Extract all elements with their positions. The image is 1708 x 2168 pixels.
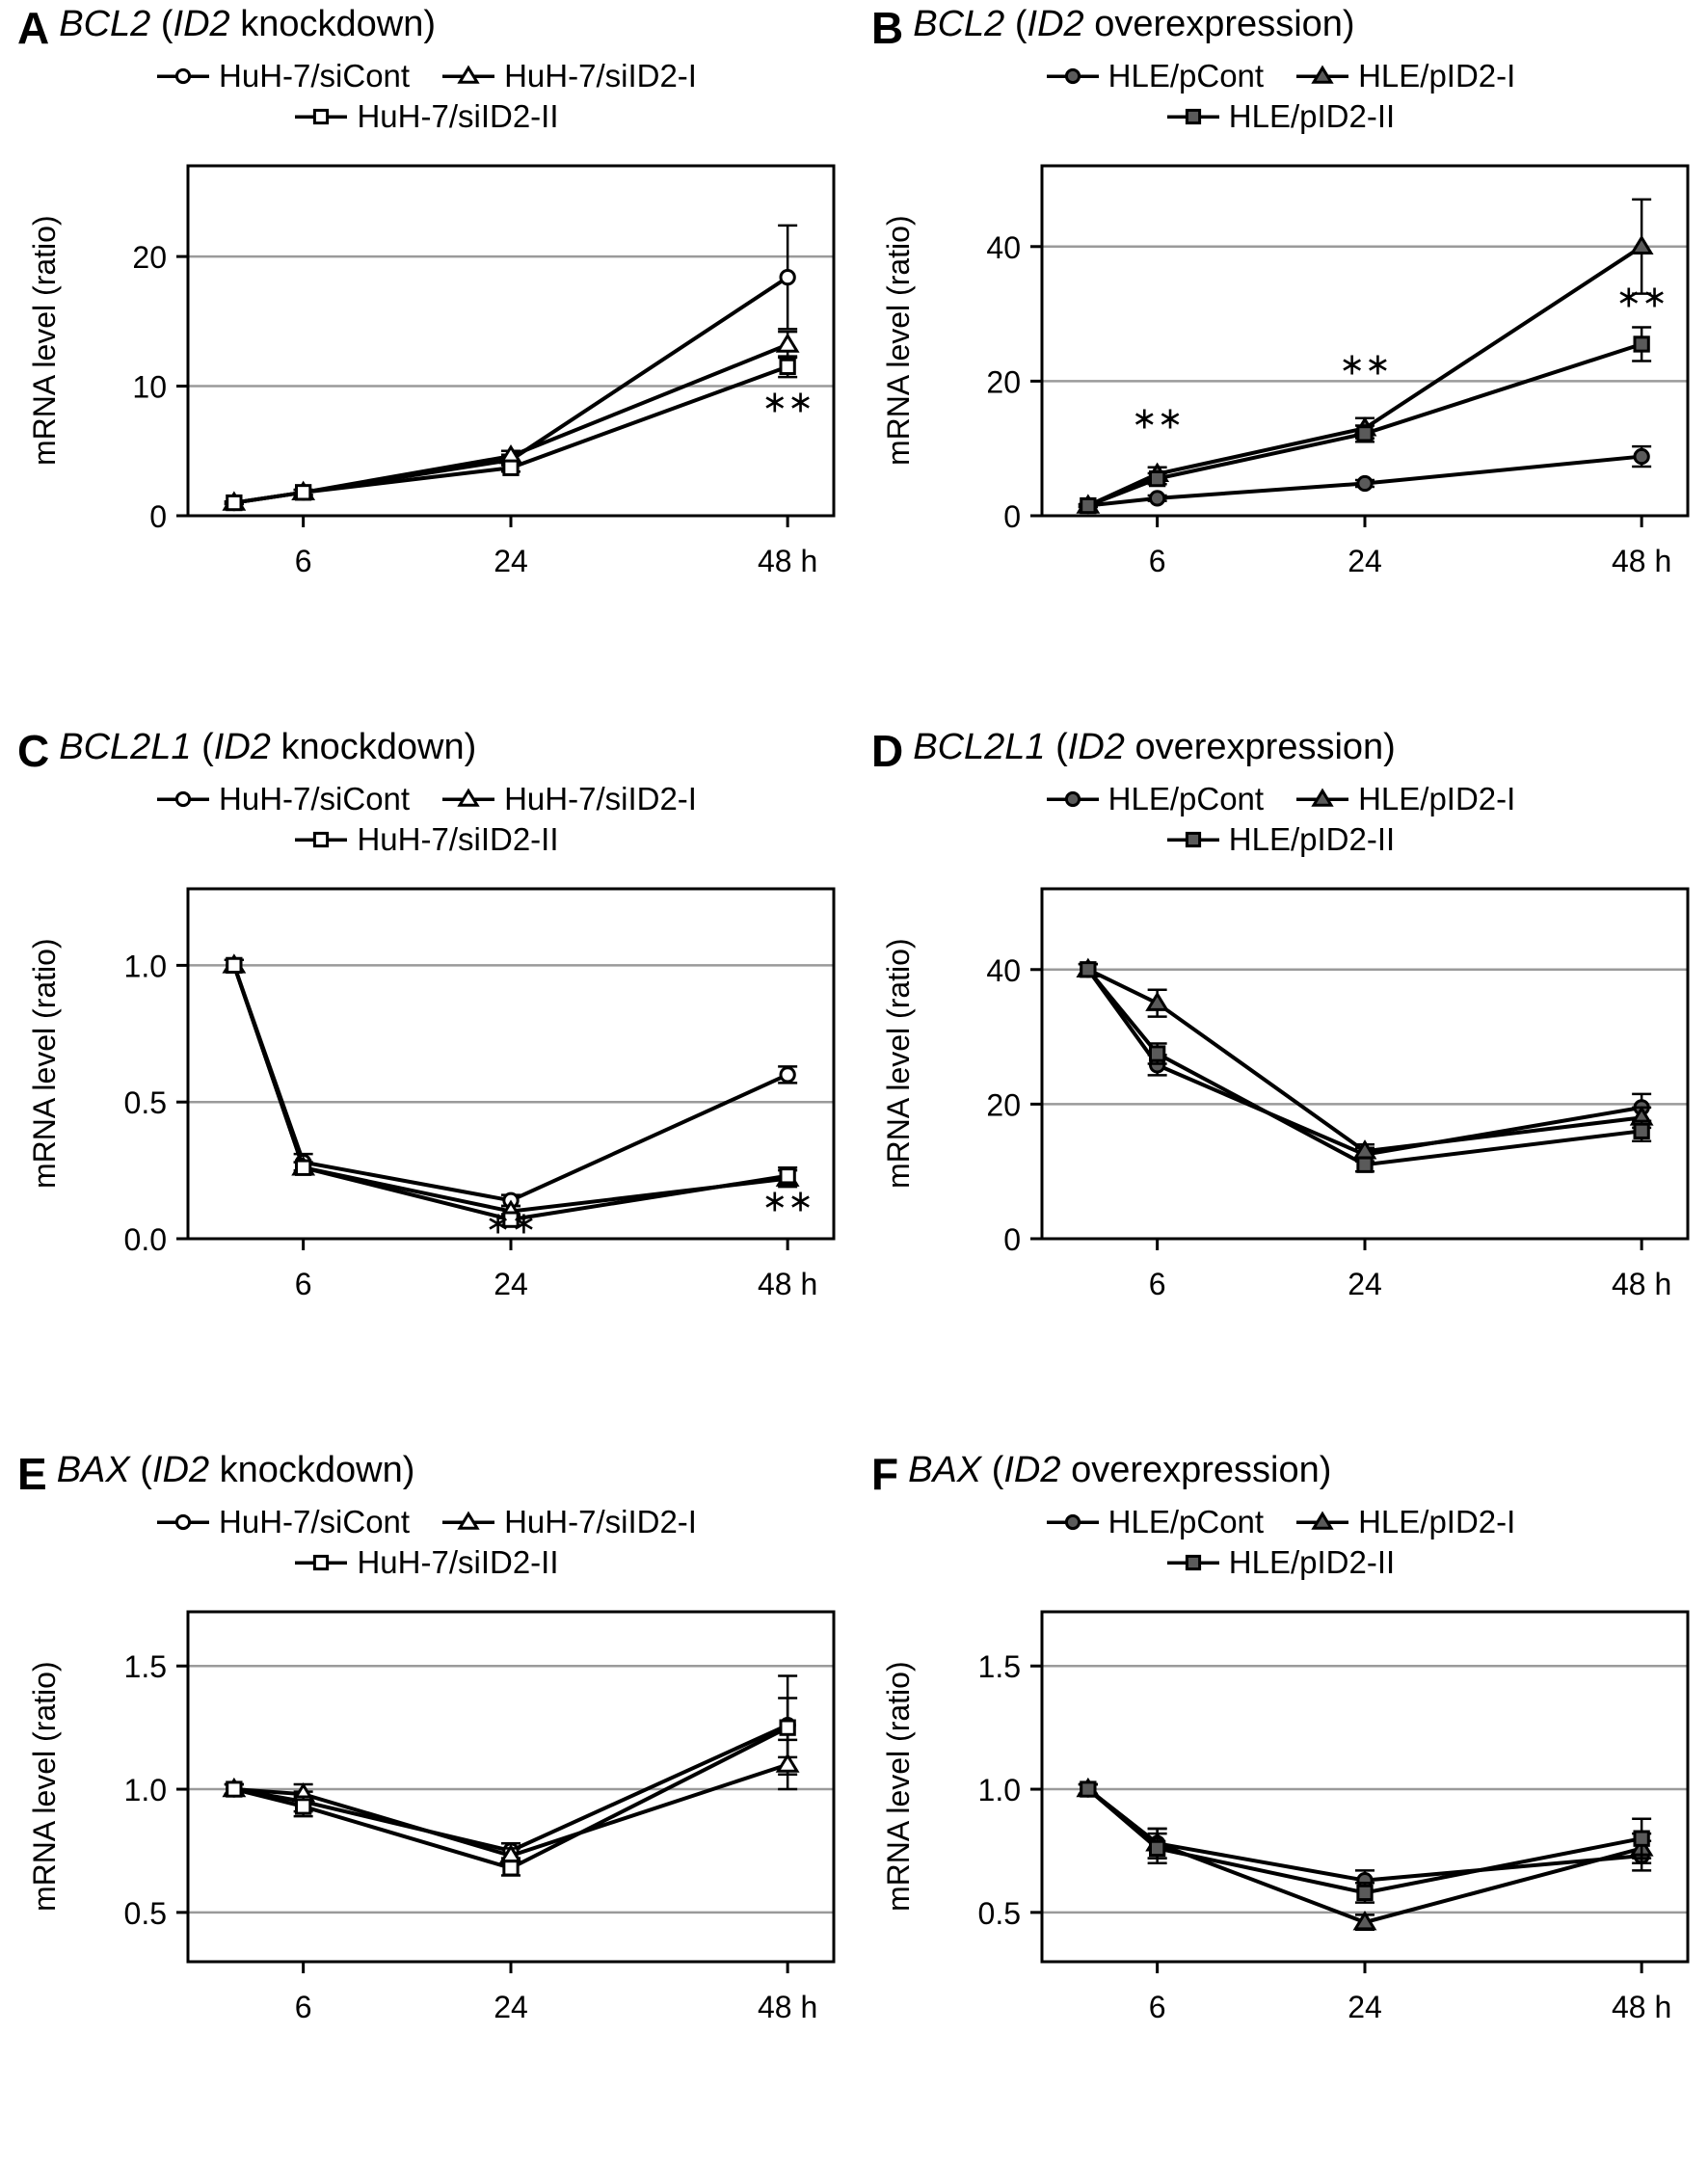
legend-item: [1047, 1504, 1264, 1540]
legend-label: HLE/pID2-II: [1228, 1544, 1396, 1580]
plot-area: [0, 858, 854, 1321]
legend-item: [1296, 781, 1515, 817]
y-tick-label: 0.5: [123, 1085, 167, 1121]
panel-title: [913, 6, 1354, 44]
legend-marker-triangle-open: [442, 790, 494, 809]
y-tick-label: 0: [149, 499, 167, 534]
chart-svg: [854, 1581, 1708, 2044]
y-axis-label: mRNA level (ratio): [27, 938, 62, 1190]
legend-marker-circle-fill: [1047, 790, 1099, 809]
plot-area: [854, 135, 1708, 598]
legend-label: HuH-7/siCont: [219, 1504, 411, 1539]
legend-marker-square-fill: [1167, 107, 1219, 126]
panel-gene-name: BCL2L1: [59, 727, 192, 767]
panel-condition: (ID2 knockdown): [191, 727, 477, 767]
plot-area: [854, 858, 1708, 1321]
series-line-HLE/pCont: [1088, 1789, 1641, 1881]
legend-row: [1047, 781, 1516, 817]
legend: [854, 1504, 1708, 1581]
legend: [0, 1504, 854, 1581]
series-line-HuH-7/siCont: [234, 1726, 787, 1851]
legend-item: [1296, 1504, 1515, 1540]
legend-item: [442, 781, 697, 817]
x-tick-label: 24: [1348, 544, 1382, 578]
legend-item: [157, 1504, 410, 1540]
panel-header: [0, 1446, 854, 1499]
y-axis-label: mRNA level (ratio): [27, 215, 62, 467]
panel-letter: A: [17, 3, 50, 53]
series-line-HuH-7/siID2-I: [234, 965, 787, 1211]
panel-condition: (ID2 overexpression): [981, 1450, 1332, 1490]
legend-item: [157, 781, 410, 817]
legend-row: [295, 821, 558, 858]
y-tick-label: 40: [986, 229, 1021, 265]
legend-item: [1167, 821, 1395, 858]
x-tick-label: 6: [1148, 1267, 1166, 1301]
panel-c: [0, 723, 854, 1446]
panel-d: [854, 723, 1708, 1446]
legend: [854, 58, 1708, 135]
legend: [0, 58, 854, 135]
y-tick-label: 20: [132, 240, 167, 276]
significance-marker: ∗∗: [761, 384, 814, 419]
panel-a: [0, 0, 854, 723]
panel-gene-name: BAX: [56, 1450, 130, 1490]
legend-item: [1047, 58, 1264, 94]
series-line-HLE/pID2-II: [1088, 970, 1641, 1164]
y-axis-label: mRNA level (ratio): [27, 1661, 62, 1913]
x-tick-label: 48 h: [1612, 1267, 1672, 1301]
y-tick-label: 1.0: [123, 949, 167, 984]
panel-condition-gene: ID2: [1067, 727, 1125, 767]
legend-label: HuH-7/siID2-II: [357, 98, 559, 134]
panel-title: [59, 6, 436, 44]
legend-row: [295, 1544, 558, 1581]
x-tick-label: 6: [294, 1990, 312, 2024]
legend-row: [1167, 98, 1395, 135]
legend-label: HLE/pCont: [1108, 781, 1265, 816]
series-line-HuH-7/siID2-II: [234, 965, 787, 1219]
legend-marker-triangle-fill: [1296, 1512, 1348, 1532]
significance-marker: ∗∗: [485, 1205, 537, 1241]
x-tick-label: 24: [494, 544, 528, 578]
chart-svg: [0, 1581, 854, 2044]
legend-marker-circle-fill: [1047, 67, 1099, 86]
legend-label: HLE/pCont: [1108, 58, 1265, 94]
panel-condition-gene: ID2: [173, 4, 230, 44]
legend-row: [1047, 1504, 1516, 1540]
panel-condition: (ID2 overexpression): [1045, 727, 1396, 767]
panel-header: [854, 1446, 1708, 1499]
legend-row: [157, 781, 697, 817]
legend-marker-circle-fill: [1047, 1512, 1099, 1532]
panel-condition-gene: ID2: [1003, 1450, 1061, 1490]
x-tick-label: 24: [494, 1990, 528, 2024]
legend-label: HLE/pID2-II: [1228, 98, 1396, 134]
legend-marker-square-open: [295, 1553, 347, 1572]
legend-row: [295, 98, 558, 135]
legend-marker-square-fill: [1167, 1553, 1219, 1572]
chart-svg: [0, 135, 854, 598]
legend: [854, 781, 1708, 858]
legend-row: [157, 58, 697, 94]
panel-title: [913, 729, 1396, 767]
chart-svg: [0, 858, 854, 1321]
panel-title: [57, 1452, 415, 1490]
significance-marker: ∗∗: [1131, 400, 1184, 436]
legend: [0, 781, 854, 858]
x-tick-label: 48 h: [758, 544, 818, 578]
plot-area: [0, 1581, 854, 2044]
legend-item: [295, 821, 558, 858]
legend-marker-circle-open: [157, 67, 209, 86]
panel-condition: (ID2 knockdown): [129, 1450, 415, 1490]
legend-marker-triangle-open: [442, 1512, 494, 1532]
x-tick-label: 6: [294, 544, 312, 578]
panel-header: [854, 0, 1708, 53]
legend-marker-square-open: [295, 107, 347, 126]
legend-marker-circle-open: [157, 790, 209, 809]
legend-item: [1167, 98, 1395, 135]
panel-condition: (ID2 knockdown): [150, 4, 436, 44]
x-tick-label: 48 h: [1612, 544, 1672, 578]
y-tick-label: 1.0: [977, 1773, 1021, 1808]
panel-f: [854, 1446, 1708, 2168]
legend-row: [1167, 821, 1395, 858]
legend-label: HLE/pCont: [1108, 1504, 1265, 1539]
panel-title: [59, 729, 476, 767]
legend-row: [1047, 58, 1516, 94]
x-tick-label: 6: [1148, 1990, 1166, 2024]
legend-item: [442, 58, 697, 94]
chart-svg: [854, 135, 1708, 598]
legend-marker-square-open: [295, 830, 347, 849]
series-line-HuH-7/siCont: [234, 965, 787, 1200]
panel-header: [0, 0, 854, 53]
legend-item: [1047, 781, 1264, 817]
y-axis-label: mRNA level (ratio): [881, 938, 916, 1190]
panel-title: [908, 1452, 1331, 1490]
y-tick-label: 1.5: [977, 1649, 1021, 1685]
y-tick-label: 0.5: [123, 1895, 167, 1931]
legend-label: HuH-7/siID2-I: [504, 58, 697, 94]
plot-area: [0, 135, 854, 598]
y-tick-label: 1.5: [123, 1649, 167, 1685]
x-tick-label: 24: [1348, 1990, 1382, 2024]
legend-row: [157, 1504, 697, 1540]
legend-label: HLE/pID2-I: [1358, 58, 1516, 94]
panel-condition-gene: ID2: [213, 727, 271, 767]
y-tick-label: 20: [986, 1087, 1021, 1123]
legend-marker-triangle-open: [442, 67, 494, 86]
plot-area: [854, 1581, 1708, 2044]
legend-label: HLE/pID2-I: [1358, 1504, 1516, 1539]
legend-label: HuH-7/siID2-II: [357, 821, 559, 857]
legend-item: [157, 58, 410, 94]
legend-marker-circle-open: [157, 1512, 209, 1532]
axis-frame: [188, 1612, 834, 1962]
panel-gene-name: BCL2L1: [913, 727, 1046, 767]
x-tick-label: 48 h: [758, 1267, 818, 1301]
y-axis-label: mRNA level (ratio): [881, 1661, 916, 1913]
significance-marker: ∗∗: [761, 1183, 814, 1218]
y-tick-label: 1.0: [123, 1773, 167, 1808]
y-tick-label: 20: [986, 364, 1021, 400]
y-tick-label: 10: [132, 369, 167, 405]
legend-item: [295, 98, 558, 135]
legend-label: HLE/pID2-I: [1358, 781, 1516, 816]
legend-label: HuH-7/siCont: [219, 58, 411, 94]
legend-marker-square-fill: [1167, 830, 1219, 849]
y-tick-label: 40: [986, 952, 1021, 988]
panel-gene-name: BCL2: [59, 4, 151, 44]
y-tick-label: 0.0: [123, 1222, 167, 1257]
legend-label: HuH-7/siCont: [219, 781, 411, 816]
legend-label: HLE/pID2-II: [1228, 821, 1396, 857]
x-tick-label: 48 h: [1612, 1990, 1672, 2024]
axis-frame: [1042, 1612, 1688, 1962]
significance-marker: ∗∗: [1615, 279, 1668, 314]
legend-item: [1296, 58, 1515, 94]
panel-header: [854, 723, 1708, 776]
panel-gene-name: BAX: [908, 1450, 982, 1490]
legend-item: [295, 1544, 558, 1581]
panel-condition: (ID2 overexpression): [1004, 4, 1355, 44]
y-tick-label: 0.5: [977, 1895, 1021, 1931]
legend-label: HuH-7/siID2-I: [504, 1504, 697, 1539]
panel-header: [0, 723, 854, 776]
x-tick-label: 48 h: [758, 1990, 818, 2024]
panel-condition-gene: ID2: [1027, 4, 1084, 44]
significance-marker: ∗∗: [1339, 346, 1391, 382]
axis-frame: [1042, 889, 1688, 1239]
series-line-HuH-7/siID2-I: [234, 345, 787, 503]
x-tick-label: 6: [1148, 544, 1166, 578]
x-tick-label: 24: [1348, 1267, 1382, 1301]
x-tick-label: 6: [294, 1267, 312, 1301]
legend-marker-triangle-fill: [1296, 790, 1348, 809]
y-tick-label: 0: [1003, 1222, 1021, 1257]
panel-letter: E: [17, 1449, 47, 1499]
legend-item: [442, 1504, 697, 1540]
legend-label: HuH-7/siID2-I: [504, 781, 697, 816]
y-axis-label: mRNA level (ratio): [881, 215, 916, 467]
panel-gene-name: BCL2: [913, 4, 1005, 44]
x-tick-label: 24: [494, 1267, 528, 1301]
panel-condition-gene: ID2: [151, 1450, 210, 1490]
chart-svg: [854, 858, 1708, 1321]
y-tick-label: 0: [1003, 499, 1021, 534]
panel-b: [854, 0, 1708, 723]
panel-letter: F: [871, 1449, 899, 1499]
panel-letter: D: [871, 726, 904, 776]
legend-label: HuH-7/siID2-II: [357, 1544, 559, 1580]
legend-row: [1167, 1544, 1395, 1581]
panel-letter: B: [871, 3, 904, 53]
panel-e: [0, 1446, 854, 2168]
legend-marker-triangle-fill: [1296, 67, 1348, 86]
legend-item: [1167, 1544, 1395, 1581]
panel-letter: C: [17, 726, 50, 776]
